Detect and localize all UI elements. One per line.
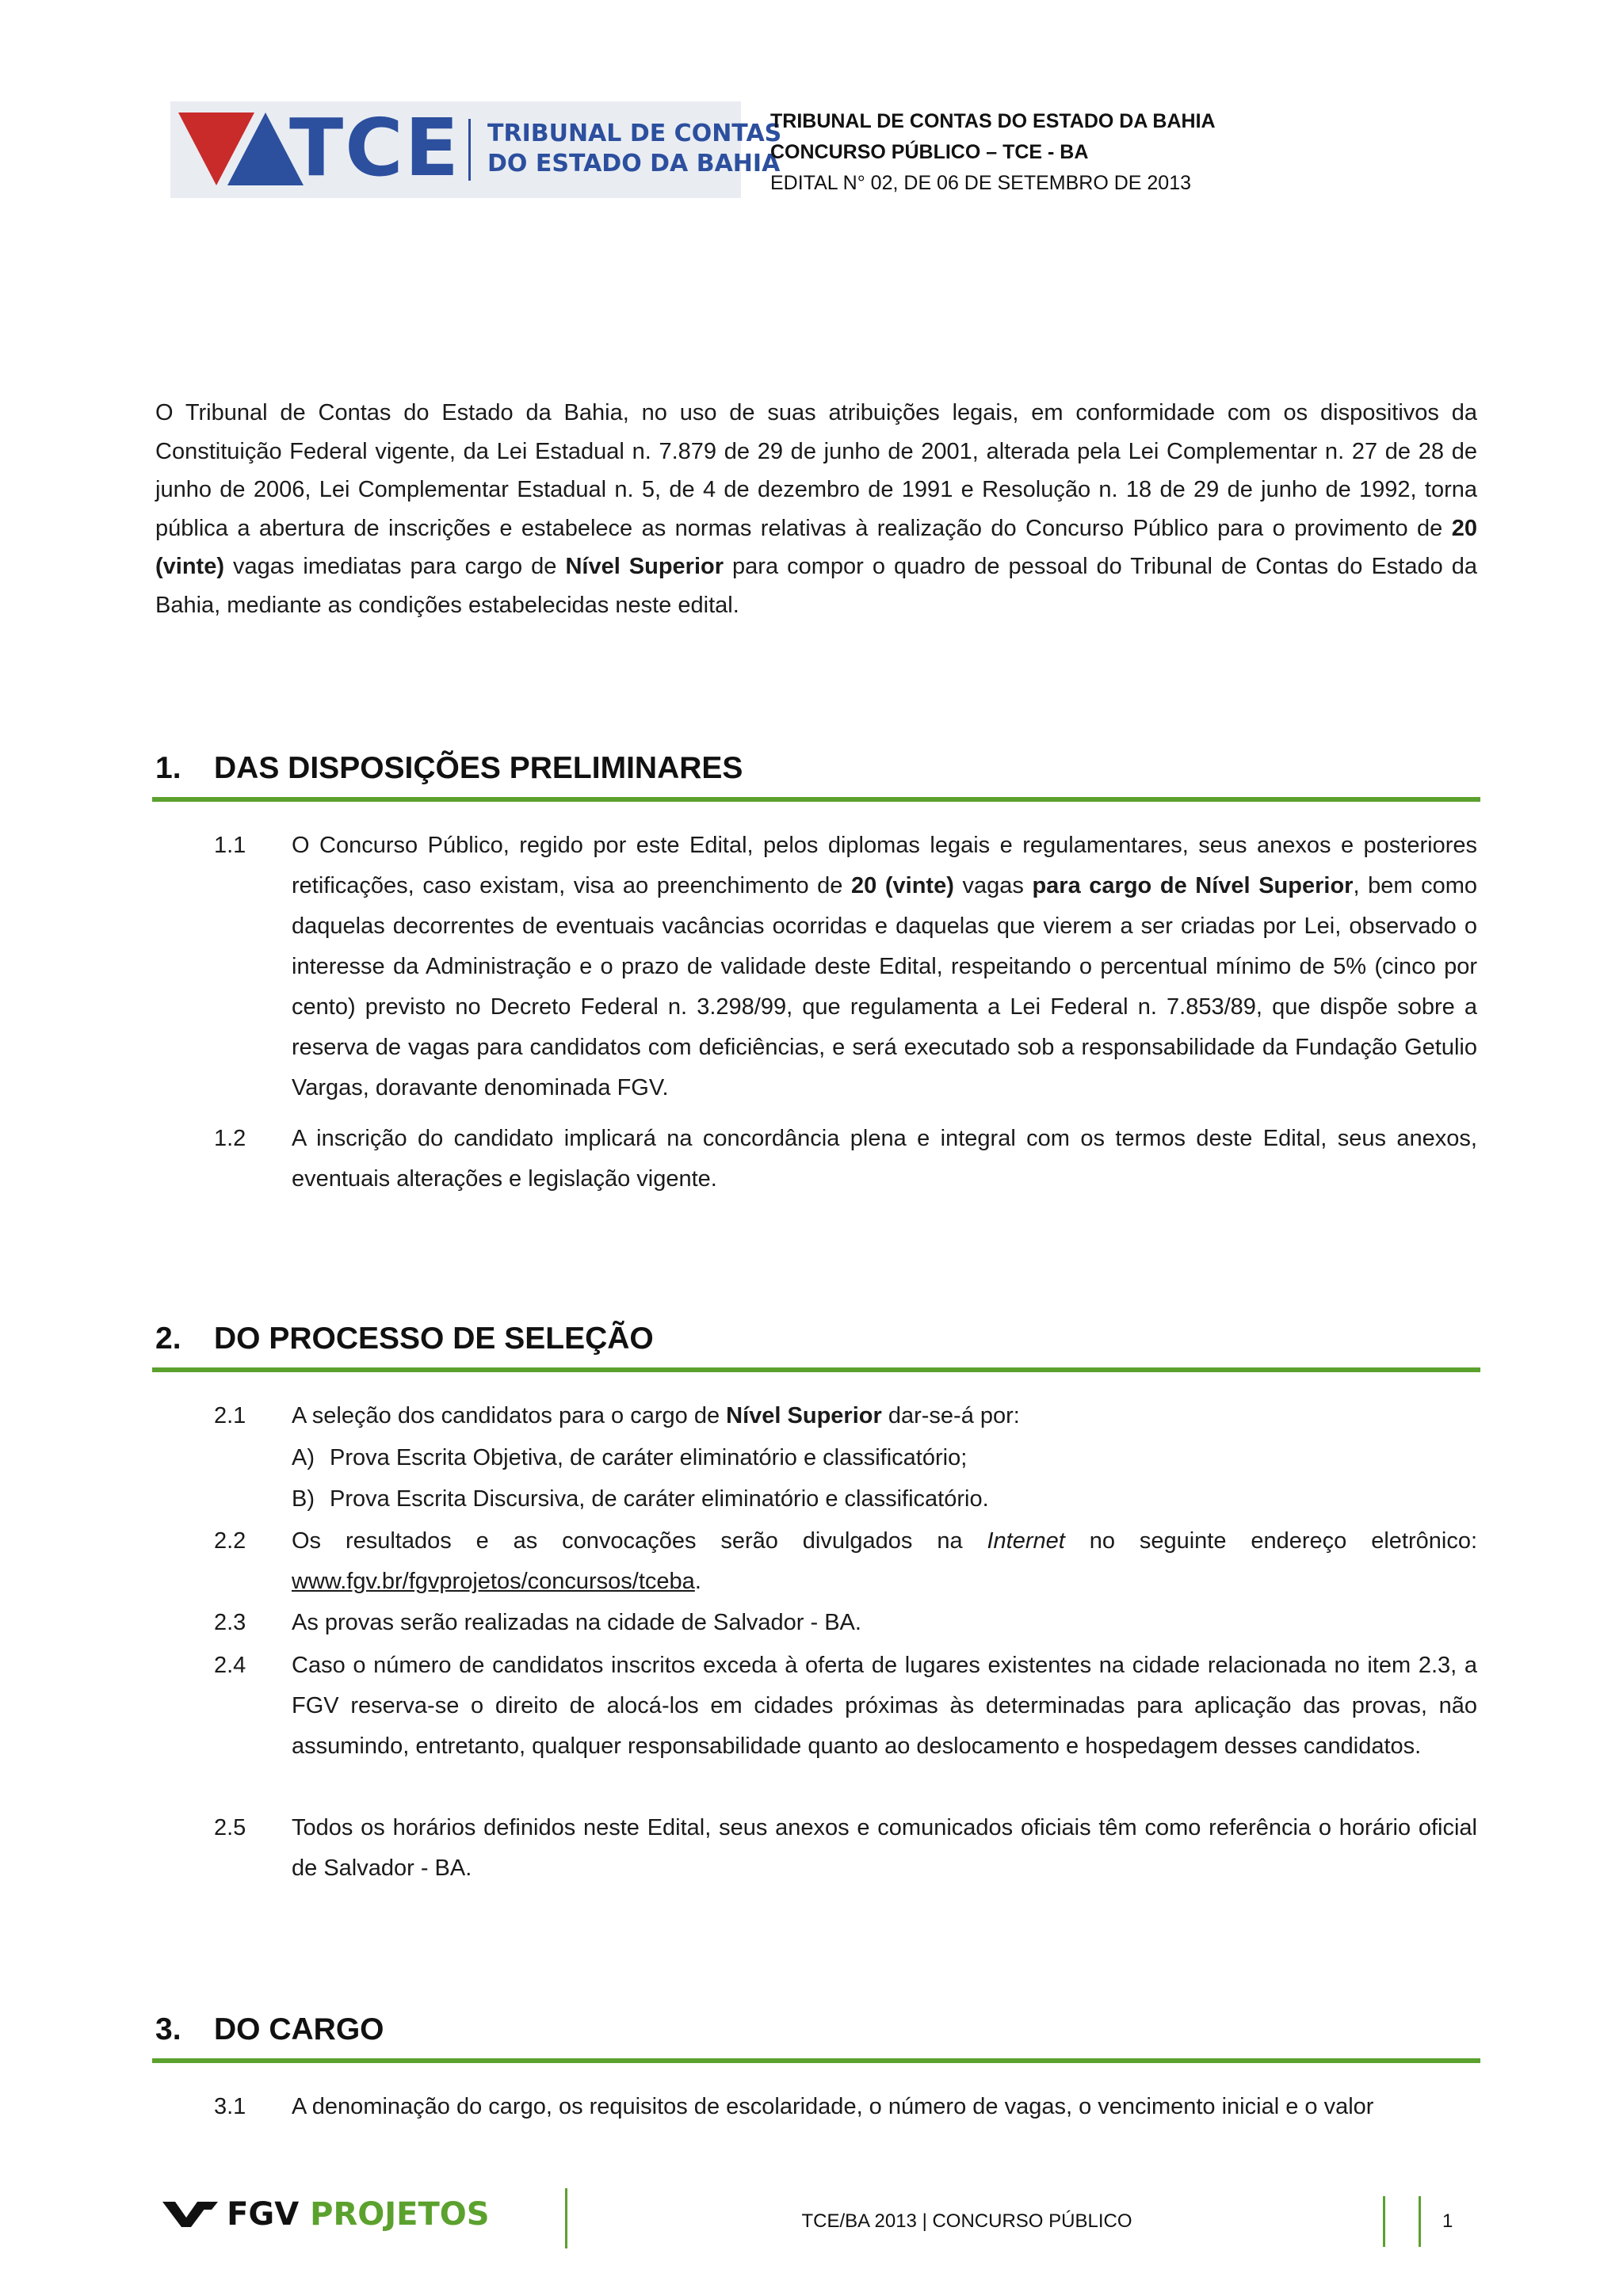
item-text: As provas serão realizadas na cidade de Salvador - BA. — [292, 1610, 861, 1635]
item-text: Todos os horários definidos neste Edital, seus anexos e comunicados oficiais têm como referência o horário oficial de Salvador - BA. — [292, 1815, 1477, 1881]
item-2-3 — [214, 1603, 1477, 1643]
item-text: A denominação do cargo, os requisitos de escolaridade, o número de vagas, o vencimento inicial e o valor — [292, 2094, 1374, 2119]
footer-divider-left — [565, 2188, 567, 2248]
intro-text-3: para compor o quadro de pessoal do Tribunal de Contas do Estado da Bahia, mediante as condições estabelecidas neste edital. — [155, 554, 1477, 618]
item-text: Caso o número de candidatos inscritos exceda à oferta de lugares existentes na cidade relacionada no item 2.3, a FGV reserva-se o direito de alocá-los em cidades próximas às determinadas para aplicação das provas, não assumindo, entretanto, qualquer responsabilidade quanto ao deslocamento e hospedagem desses candidatos. — [292, 1653, 1477, 1759]
tce-logo — [170, 101, 782, 198]
item-text — [292, 1396, 1477, 1436]
section-3-rule — [152, 2058, 1480, 2063]
subitem-a — [292, 1438, 967, 1478]
section-2-number: 2. — [155, 1322, 181, 1356]
header-contest: CONCURSO PÚBLICO – TCE - BA — [770, 141, 1089, 163]
section-2-heading: DO PROCESSO DE SELEÇÃO — [214, 1322, 654, 1356]
item-text-part: Os resultados e as convocações serão divulgados na — [292, 1528, 987, 1554]
fgv-chevron-icon — [162, 2200, 218, 2229]
subitem-letter: B) — [292, 1486, 315, 1512]
item-3-1 — [214, 2087, 1477, 2127]
item-text-part: vagas — [953, 873, 1033, 898]
item-text-part: . — [694, 1569, 701, 1594]
logo-tce-text: TCE — [289, 101, 460, 194]
item-number: 2.3 — [214, 1610, 246, 1635]
intro-text-2: vagas imediatas para cargo de — [224, 554, 566, 579]
item-text — [292, 826, 1477, 1108]
intro-text-1: O Tribunal de Contas do Estado da Bahia, no uso de suas atribuições legais, em conformidade com os dispositivos da Constituição Federal vigente, da Lei Estadual n. 7.879 de 29 de junho de 2001, alterada pela Lei Complementar n. 27 de 28 de junho de 2006, Lei Complementar Estadual n. 5, de 4 de dezembro de 1991 e Resolução n. 18 de 29 de junho de 1992, torna pública a abertura de inscrições e estabelece as normas relativas à realização do Concurso Público para o provimento de — [155, 400, 1477, 541]
item-2-4 — [214, 1646, 1477, 1767]
item-number: 3.1 — [214, 2094, 246, 2119]
item-text-part: , bem como daquelas decorrentes de eventuais vacâncias ocorridas e daquelas que vierem a ser criadas por Lei, observado o interesse da Administração e o prazo de validade deste Edital, respeitando o percentual mínimo de 5% (cinco por cento) previsto no Decreto Federal n. 3.298/99, que regulamenta a Lei Federal n. 7.853/89, que dispõe sobre a reserva de vagas para candidatos com deficiências, e será executado sob a responsabilidade da Fundação Getulio Vargas, doravante denominada FGV. — [292, 873, 1478, 1100]
footer-title: TCE/BA 2013 | CONCURSO PÚBLICO — [801, 2210, 1132, 2232]
item-bold-level: Nível Superior — [726, 1403, 882, 1428]
fgv-concursos-link[interactable]: www.fgv.br/fgvprojetos/concursos/tceba — [292, 1569, 695, 1594]
item-2-1 — [214, 1396, 1477, 1436]
projetos-brand: PROJETOS — [310, 2196, 490, 2233]
logo-divider — [468, 119, 471, 181]
item-number: 1.2 — [214, 1126, 246, 1151]
intro-bold-level: Nível Superior — [565, 554, 724, 579]
item-number: 2.2 — [214, 1528, 246, 1554]
item-text-part: no seguinte endereço eletrônico: — [1064, 1528, 1478, 1554]
section-1-rule — [152, 797, 1480, 802]
subitem-b — [292, 1479, 989, 1520]
item-text-part: dar-se-á por: — [881, 1403, 1020, 1428]
item-1-2 — [214, 1119, 1477, 1199]
page-number: 1 — [1442, 2210, 1453, 2232]
logo-name-line2: DO ESTADO DA BAHIA — [487, 150, 781, 177]
intro-paragraph — [155, 394, 1477, 624]
subitem-text: Prova Escrita Discursiva, de caráter eliminatório e classificatório. — [330, 1486, 989, 1512]
footer-divider-right-2 — [1419, 2196, 1421, 2247]
intro-bold-vacancies: 20 (vinte) — [155, 515, 1477, 579]
header-edital: EDITAL N° 02, DE 06 DE SETEMBRO DE 2013 — [770, 172, 1192, 194]
item-2-2 — [214, 1521, 1477, 1602]
fgv-brand: FGV — [227, 2196, 300, 2233]
subitem-letter: A) — [292, 1445, 315, 1470]
item-text: A inscrição do candidato implicará na concordância plena e integral com os termos deste Edital, seus anexos, eventuais alterações e legislação vigente. — [292, 1126, 1477, 1192]
section-1-number: 1. — [155, 751, 181, 785]
section-3-title — [155, 2012, 384, 2047]
item-bold-level: para cargo de Nível Superior — [1032, 873, 1354, 898]
logo-name-line1: TRIBUNAL DE CONTAS — [487, 120, 782, 147]
fgv-projetos-logo — [162, 2196, 490, 2233]
item-number: 2.5 — [214, 1815, 246, 1840]
section-3-number: 3. — [155, 2012, 181, 2046]
item-text-part: A seleção dos candidatos para o cargo de — [292, 1403, 727, 1428]
fgv-wordmark — [227, 2196, 490, 2233]
section-1-title — [155, 751, 743, 786]
item-italic: Internet — [987, 1528, 1065, 1554]
header-institution: TRIBUNAL DE CONTAS DO ESTADO DA BAHIA — [770, 110, 1216, 132]
item-text-part: O Concurso Público, regido por este Edital, pelos diplomas legais e regulamentares, seus anexos e posteriores retificações, caso existam, visa ao preenchimento de — [292, 833, 1477, 898]
section-2-title — [155, 1322, 654, 1356]
footer-divider-right-1 — [1383, 2196, 1385, 2247]
item-bold-vacancies: 20 (vinte) — [851, 873, 954, 898]
item-2-5 — [214, 1808, 1477, 1889]
item-number: 1.1 — [214, 833, 246, 858]
document-header — [770, 106, 1216, 199]
subitem-text: Prova Escrita Objetiva, de caráter eliminatório e classificatório; — [330, 1445, 968, 1470]
item-number: 2.1 — [214, 1403, 246, 1428]
item-text — [292, 1521, 1477, 1602]
section-2-rule — [152, 1367, 1480, 1372]
section-1-heading: DAS DISPOSIÇÕES PRELIMINARES — [214, 751, 743, 785]
section-3-heading: DO CARGO — [214, 2012, 384, 2046]
item-number: 2.4 — [214, 1653, 246, 1678]
logo-institution-name — [487, 119, 781, 179]
item-1-1 — [214, 826, 1477, 1108]
